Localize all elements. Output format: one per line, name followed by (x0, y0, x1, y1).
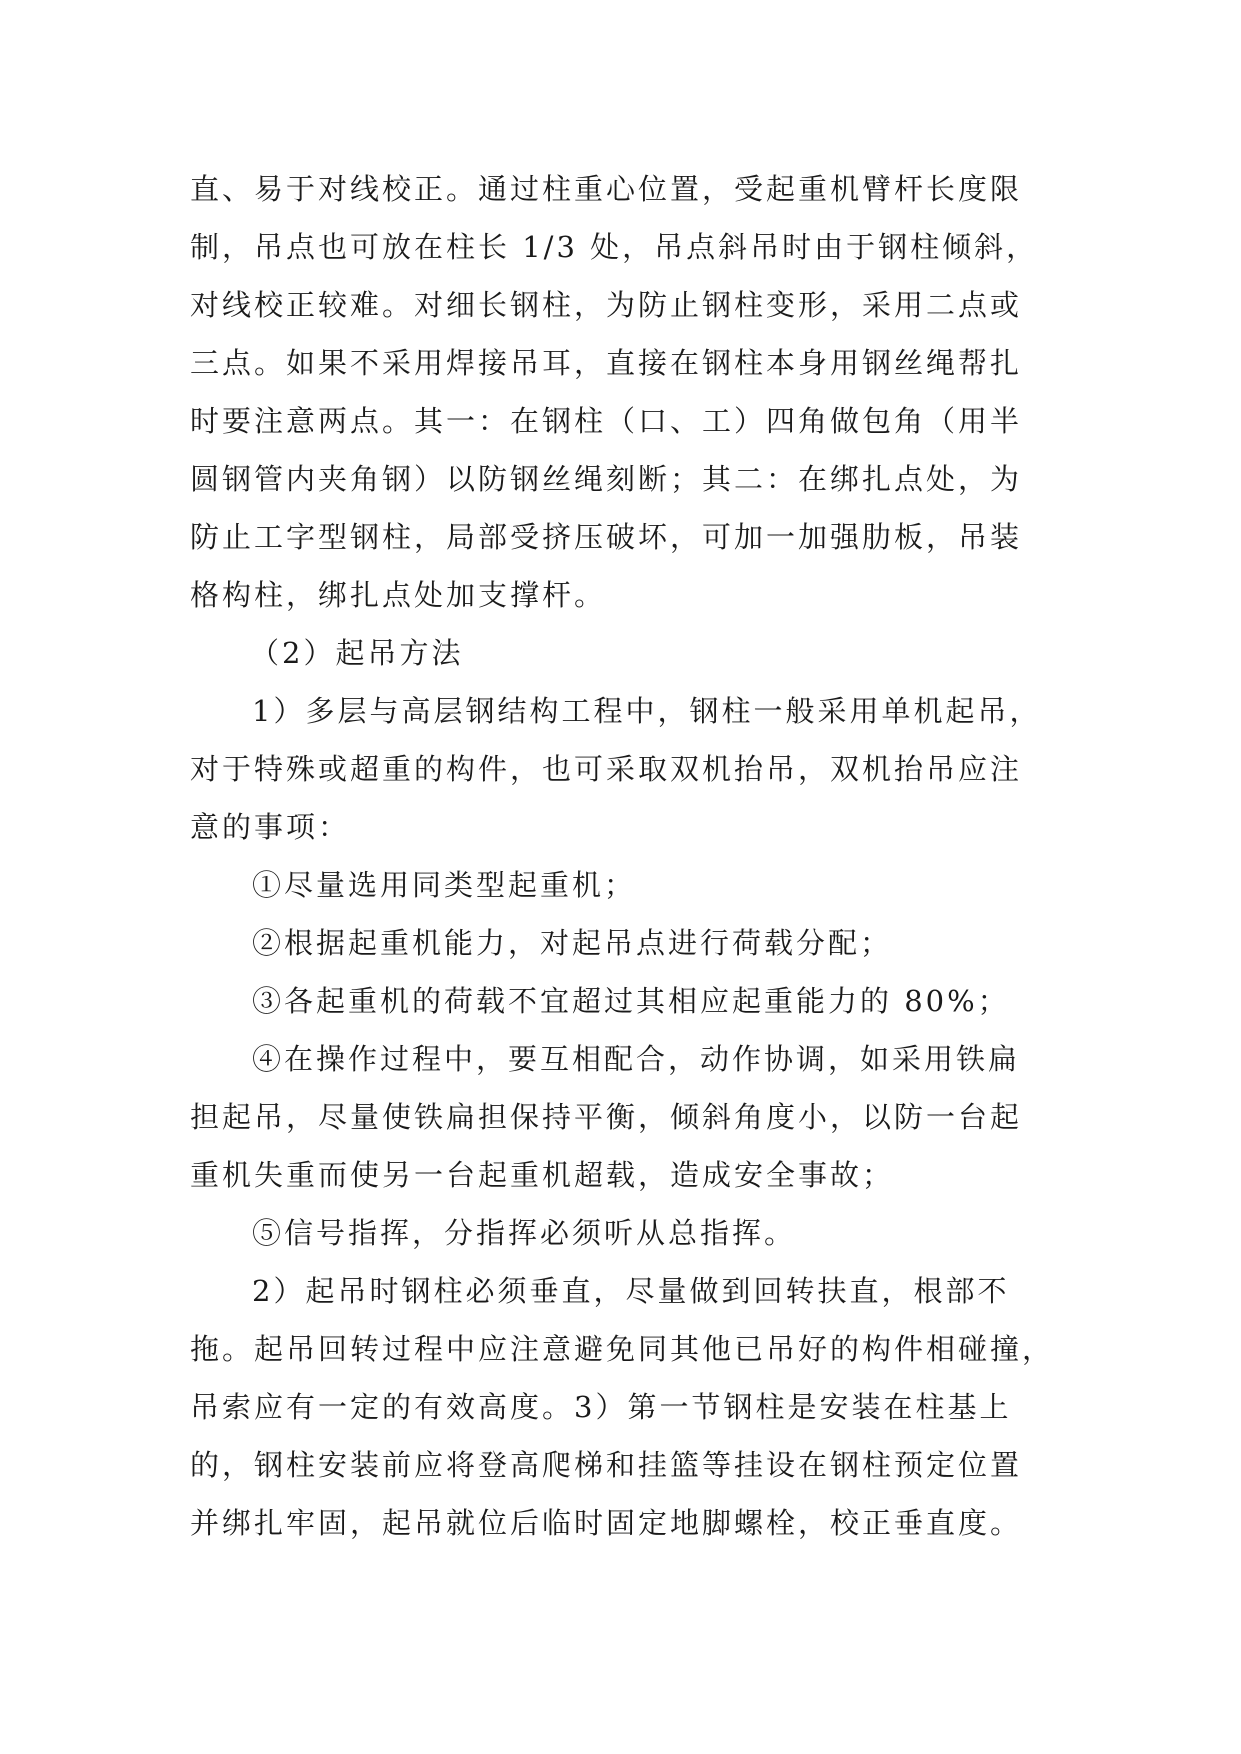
text-line: 1）多层与高层钢结构工程中，钢柱一般采用单机起吊， (252, 694, 1042, 728)
text-line: 重机失重而使另一台起重机超载，造成安全事故； (190, 1158, 895, 1192)
text-line: 三点。如果不采用焊接吊耳，直接在钢柱本身用钢丝绳帮扎 (190, 346, 1023, 380)
list-item: ④在操作过程中，要互相配合，动作协调，如采用铁扁 (252, 1042, 1021, 1076)
document-body (190, 160, 1090, 1552)
list-item: ①尽量选用同类型起重机； (252, 868, 637, 902)
list-item: ⑤信号指挥，分指挥必须听从总指挥。 (252, 1216, 797, 1250)
list-item: ③各起重机的荷载不宜超过其相应起重能力的 80%； (252, 984, 1010, 1018)
text-line: 时要注意两点。其一：在钢柱（口、工）四角做包角（用半 (190, 404, 1023, 438)
text-line: 防止工字型钢柱，局部受挤压破坏，可加一加强肋板，吊装 (190, 520, 1023, 554)
text-line: 对线校正较难。对细长钢柱，为防止钢柱变形，采用二点或 (190, 288, 1023, 322)
list-item: ②根据起重机能力，对起吊点进行荷载分配； (252, 926, 893, 960)
text-line: 制，吊点也可放在柱长 1/3 处，吊点斜吊时由于钢柱倾斜， (190, 230, 1039, 264)
text-line: 并绑扎牢固，起吊就位后临时固定地脚螺栓，校正垂直度。 (190, 1506, 1023, 1540)
text-line: 对于特殊或超重的构件，也可采取双机抬吊，双机抬吊应注 (190, 752, 1023, 786)
section-heading: （2）起吊方法 (250, 636, 464, 670)
text-line: 格构柱，绑扎点处加支撑杆。 (190, 578, 607, 612)
text-line: 拖。起吊回转过程中应注意避免同其他已吊好的构件相碰撞， (190, 1332, 1055, 1366)
text-line: 2）起吊时钢柱必须垂直，尽量做到回转扶直，根部不 (252, 1274, 1010, 1308)
text-line: 吊索应有一定的有效高度。3）第一节钢柱是安装在柱基上 (190, 1390, 1012, 1424)
text-line: 的，钢柱安装前应将登高爬梯和挂篮等挂设在钢柱预定位置 (190, 1448, 1023, 1482)
text-line: 圆钢管内夹角钢）以防钢丝绳刻断；其二：在绑扎点处，为 (190, 462, 1023, 496)
text-line: 意的事项： (190, 810, 351, 844)
text-line: 担起吊，尽量使铁扁担保持平衡，倾斜角度小，以防一台起 (190, 1100, 1023, 1134)
text-line: 直、易于对线校正。通过柱重心位置，受起重机臂杆长度限 (190, 172, 1023, 206)
